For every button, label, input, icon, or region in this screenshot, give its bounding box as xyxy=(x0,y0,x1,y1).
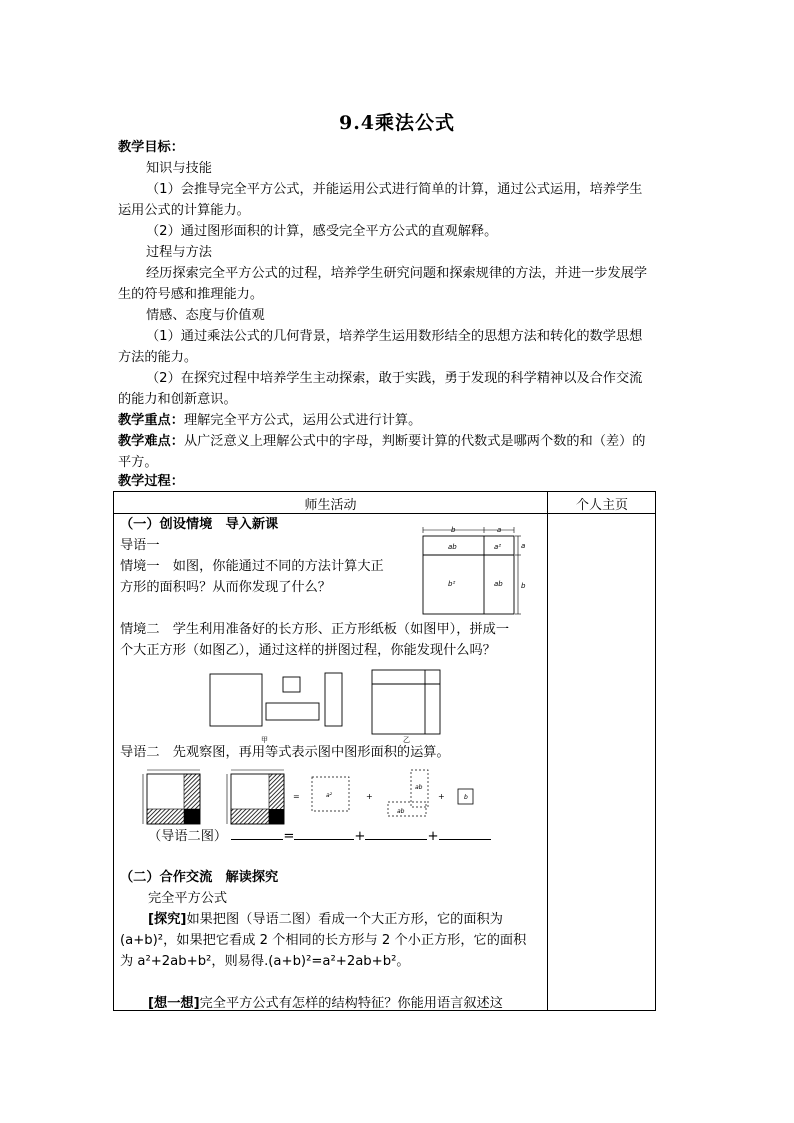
knowledge-1a: （1）会推导完全平方公式，并能运用公式进行简单的计算，通过公式运用，培养学生 xyxy=(146,182,643,197)
guide2-b: b xyxy=(464,794,468,801)
guide2-eq: = xyxy=(293,792,300,801)
key-point-label: 教学重点： xyxy=(118,413,184,428)
explore-a-text: 如果把图（导语二图）看成一个大正方形，它的面积为 xyxy=(186,912,503,927)
knowledge-1b: 运用公式的计算能力。 xyxy=(118,203,250,218)
label-b-right: b xyxy=(521,582,526,590)
difficulty xyxy=(118,432,646,452)
rectangle-piece-vertical xyxy=(325,673,342,726)
label-a-right: a xyxy=(521,542,526,550)
rectangle-piece-horizontal xyxy=(266,703,319,720)
guide1: 导语一 xyxy=(120,538,160,553)
big-square-piece xyxy=(210,674,262,726)
blank-4[interactable] xyxy=(439,826,491,840)
scene2b: 个大正方形（如图乙），通过这样的拼图过程，你能发现什么吗？ xyxy=(120,643,496,658)
small-square-piece xyxy=(283,677,300,692)
formula-heading: 完全平方公式 xyxy=(148,891,228,906)
emotion-2b: 的能力和创新意识。 xyxy=(118,392,237,407)
knowledge-heading: 知识与技能 xyxy=(146,161,212,176)
think xyxy=(148,994,503,1014)
square-division-figure xyxy=(418,524,528,616)
paper-pieces-figure xyxy=(205,664,450,744)
label-yi: 乙 xyxy=(403,736,410,744)
guide2-equation-line xyxy=(148,826,491,847)
difficulty-text-a: 从广泛意义上理解公式中的字母，判断要计算的代数式是哪两个数的和（差）的 xyxy=(183,434,646,449)
label-b-top: b xyxy=(451,526,456,534)
guide2-a2: a² xyxy=(326,792,333,799)
process-b: 生的符号感和推理能力。 xyxy=(118,287,264,302)
label-a2: a² xyxy=(494,543,502,551)
key-point xyxy=(118,411,421,431)
process-section-heading: 教学过程： xyxy=(118,474,184,489)
section2-heading: （二）合作交流 解读探究 xyxy=(120,870,279,885)
label-b2: b² xyxy=(448,580,456,588)
guide2-plus-2: + xyxy=(438,792,445,801)
label-jia: 甲 xyxy=(261,736,268,744)
guide2-ab-vertical: ab xyxy=(415,784,423,791)
process-a: 经历探索完全平方公式的过程，培养学生研究问题和探索规律的方法，并进一步发展学 xyxy=(146,266,648,281)
scene2a: 情境二 学生利用准备好的长方形、正方形纸板（如图甲），拼成一 xyxy=(120,622,510,637)
col1-header: 师生活动 xyxy=(304,498,357,513)
blank-2[interactable] xyxy=(294,826,354,840)
guide2-fig-label: （导语二图） xyxy=(148,829,228,844)
guide2-ab-horizontal: ab xyxy=(397,808,405,815)
page-title: 9.4乘法公式 xyxy=(338,112,456,134)
scene1a: 情境一 如图，你能通过不同的方法计算大正 xyxy=(120,559,384,574)
guide2: 导语二 先观察图，再用等式表示图中图形面积的运算。 xyxy=(120,745,450,760)
emotion-1a: （1）通过乘法公式的几何背景，培养学生运用数形结全的思想方法和转化的数学思想 xyxy=(146,329,643,344)
guide2-plus-1: + xyxy=(366,792,373,801)
label-a-top: a xyxy=(497,526,502,534)
blank-1[interactable] xyxy=(231,826,283,840)
difficulty-text-b: 平方。 xyxy=(118,455,158,470)
think-tag: [想一想] xyxy=(148,996,200,1011)
col2-header: 个人主页 xyxy=(575,498,628,513)
assembled-square xyxy=(372,670,440,734)
objectives-heading: 教学目标： xyxy=(118,140,184,155)
emotion-heading: 情感、态度与价值观 xyxy=(146,308,265,323)
section1-heading: （一）创设情境 导入新课 xyxy=(120,517,279,532)
blank-3[interactable] xyxy=(365,826,427,840)
guide2-figure xyxy=(140,766,490,826)
explore-tag: [探究] xyxy=(148,912,187,927)
plus-sign-2: + xyxy=(427,829,439,844)
label-ab-1: ab xyxy=(448,543,457,551)
explore-c: 为 a²+2ab+b²，则易得.(a+b)²=a²+2ab+b²。 xyxy=(120,954,410,969)
plus-sign-1: + xyxy=(354,829,366,844)
process-heading: 过程与方法 xyxy=(146,245,212,260)
knowledge-2: （2）通过图形面积的计算，感受完全平方公式的直观解释。 xyxy=(146,224,498,239)
difficulty-label: 教学难点： xyxy=(118,434,184,449)
think-text: 完全平方公式有怎样的结构特征？你能用语言叙述这 xyxy=(199,996,503,1011)
eq-sign: = xyxy=(283,829,295,844)
scene1b: 方形的面积吗？从而你发现了什么？ xyxy=(120,580,331,595)
label-ab-2: ab xyxy=(494,580,503,588)
explore-b: (a+b)²，如果把它看成 2 个相同的长方形与 2 个小正方形，它的面积 xyxy=(120,933,527,948)
emotion-1b: 方法的能力。 xyxy=(118,350,198,365)
emotion-2a: （2）在探究过程中培养学生主动探索，敢于实践，勇于发现的科学精神以及合作交流 xyxy=(146,371,643,386)
explore-a xyxy=(148,910,503,930)
key-point-text: 理解完全平方公式，运用公式进行计算。 xyxy=(183,413,422,428)
